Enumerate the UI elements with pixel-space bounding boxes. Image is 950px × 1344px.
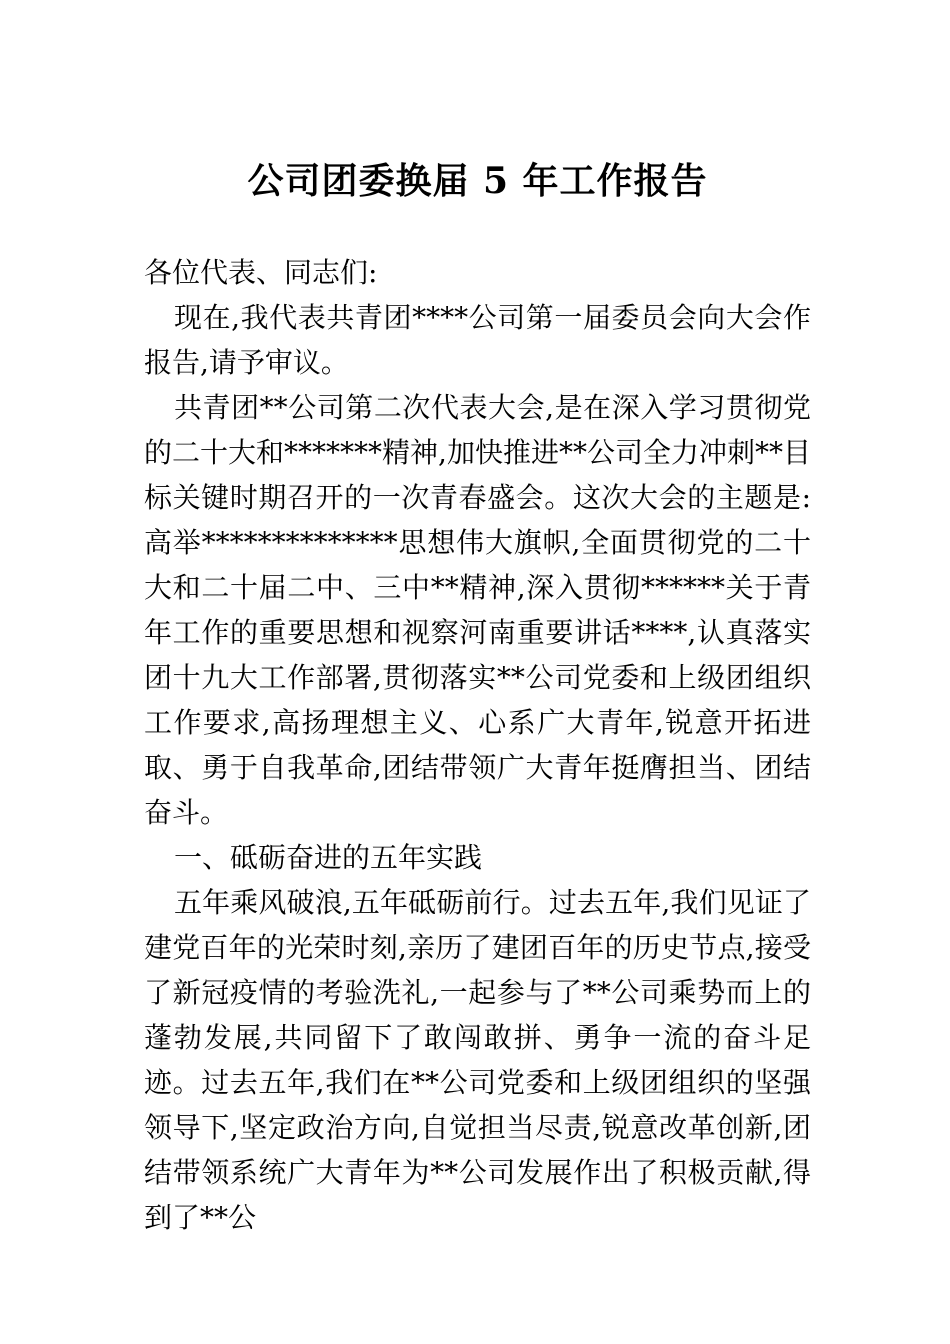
paragraph-five-year-practice: 五年乘风破浪,五年砥砺前行。过去五年,我们见证了建党百年的光荣时刻,亲历了建团百年的历史节点,接受了新冠疫情的考验洗礼,一起参与了**公司乘势而上的蓬勃发展,共同留下了敢闯敢拼、勇争一流的奋斗足迹。过去五年,我们在**公司党委和上级团组织的坚强领导下,坚定政治方向,自觉担当尽责,锐意改革创新,团结带领系统广大青年为**公司发展作出了积极贡献,得到了**公	[144, 886, 811, 1234]
document-body	[144, 250, 811, 1240]
paragraph-opening: 现在,我代表共青团****公司第一届委员会向大会作报告,请予审议。	[144, 301, 811, 379]
document-content	[144, 0, 811, 1240]
paragraph-congress-theme: 共青团**公司第二次代表大会,是在深入学习贯彻党的二十大和*******精神,加快推进**公司全力冲刺**目标关键时期召开的一次青春盛会。这次大会的主题是:高举**************思想伟大旗帜,全面贯彻党的二十大和二十届二中、三中**精神,深入贯彻******关于青年工作的重要思想和视察河南重要讲话****,认真落实团十九大工作部署,贯彻落实**公司党委和上级团组织工作要求,高扬理想主义、心系广大青年,锐意开拓进取、勇于自我革命,团结带领广大青年挺膺担当、团结奋斗。	[144, 391, 811, 829]
salutation-line: 各位代表、同志们:	[144, 256, 378, 289]
section-heading-1: 一、砥砺奋进的五年实践	[174, 841, 483, 874]
document-title: 公司团委换届 5 年工作报告	[247, 160, 708, 202]
